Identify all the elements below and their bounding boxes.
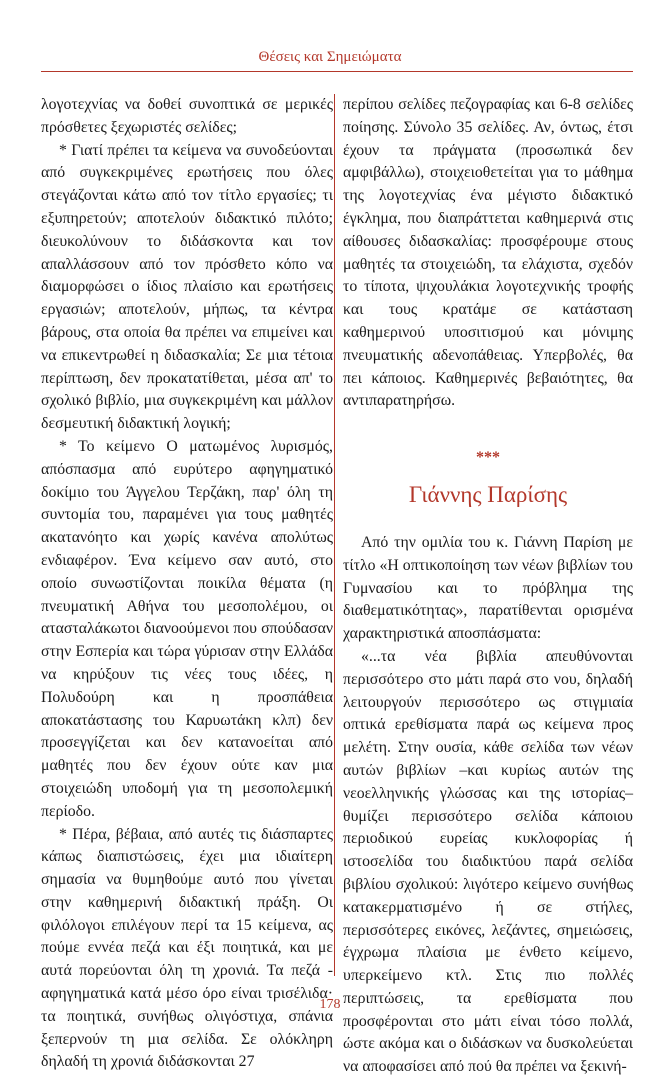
left-paragraph-1: λογοτεχνίας να δοθεί συνοπτικά σε μερικές πρόσθετες ξεχωριστές σελίδες; [41,96,333,136]
left-paragraph-2: * Γιατί πρέπει τα κείμενα να συνοδεύονται από συγκεκριμένες ερωτήσεις που όλες στεγάζονται κάτω από τον τίτλο εργασίες; τι εξυπηρετούν; αποτελούν διδακτικό πιλότο; διευκολύνουν το διδάσκοντα και τον απαλλάσσουν από τον πρόσθετο κόπο να διαμορφώσει ο ίδιος πλαίσιο και ερωτήσεις εργασιών; αποτελούν, μήπως, τα κέντρα βάρους, στα οποία θα πρέπει να επιμείνει και να επικεντρωθεί η διδασκαλία; Σε μια τέτοια περίπτωση, δεν προκατατίθεται, μέσα απ' το σχολικό βιβλίο, μια συγκεκριμένη και μάλλον δεσμευτική διδακτική λογική; [41,141,333,433]
section-quote: «...τα νέα βιβλία απευθύνονται περισσότερο στο μάτι παρά στο νου, δηλαδή λειτουργούν περισσότερο ως στιγμιαία οπτικά ερεθίσματα παρά ως κείμενα προς μελέτη. Στην ουσία, κάθε σελίδα των νέων αυτών βιβλίων –και κυρίως αυτών της νεοελληνικής γλώσσας και της ιστορίας– θυμίζει περισσότερο σελίδα κάποιου περιοδικού ευρείας κυκλοφορίας ή ιστοσελίδα του διαδικτύου παρά σελίδα βιβλίου σχολικού: λιγότερο κείμενο συνήθως κατακερματισμένο ή σε στήλες, περισσότερες εικόνες, λεζάντες, σημειώσεις, έγχρωμα πλαίσια με ένθετο κείμενο, υπερκείμενο κτλ. Στις πιο πολλές περιπτώσεις, τα ερεθίσματα που προσφέρονται στο μάτι είναι τόσο πολλά, ώστε ακόμα και ο διδάσκων να δυσκολεύεται να αποφασίσει από πού θα πρέπει να ξεκινή- [343,647,633,1076]
right-column [343,94,633,1079]
column-divider [334,94,335,976]
section-intro: Από την ομιλία του κ. Γιάννη Παρίση με τίτλο «Η οπτικοποίηση των νέων βιβλίων του Γυμνασίου και το πρόβλημα της διαθεματικότητας», παρατίθενται ορισμένα χαρακτηριστικά αποσπάσματα: [343,533,633,643]
left-paragraph-4: * Πέρα, βέβαια, από αυτές τις διάσπαρτες κάπως διαπιστώσεις, έχει μια ιδιαίτερη σημασία να θυμηθούμε αυτό που γίνεται στην καθημερινή διδακτική πράξη. Οι φιλόλογοι επιλέγουν περί τα 15 κείμενα, ας πούμε εννέα πεζά και έξι ποιητικά, και με αυτά πορεύονται όλη τη χρονιά. Τα πεζά - αφηγηματικά κατά μέσο όρο είναι τρισέλιδα· τα ποιητικά, συνήθως ολιγόστιχα, σπάνια ξεπερνούν τη μια σελίδα. Σε ολόκληρη δηλαδή τη χρονιά διδάσκονται 27 [41,825,333,1071]
section-separator: *** [476,449,500,467]
left-column [41,94,333,1074]
page-number: 178 [319,997,341,1012]
header-rule [41,71,633,72]
left-paragraph-3: * Το κείμενο Ο ματωμένος λυρισμός, απόσπασμα από ευρύτερο αφηγηματικό δοκίμιο του Άγγελου Τερζάκη, παρ' όλη τη συντομία του, παραμένει για τους μαθητές ακατανόητο και χωρίς κανένα απολύτως ενδιαφέρον. Ένα κείμενο σαν αυτό, στο οποίο συνωστίζονται ποικίλα θέματα (η πνευματική Αθήνα του μεσοπολέμου, οι ατασταλάκωτοι διανοούμενοι που σπούδασαν στην Εσπερία και τώρα γύρισαν στην Ελλάδα να κηρύξουν τις νέες τους ιδέες, η Πολυδούρη και η προσπάθεια αποκατάστασης του Καρυωτάκη κλπ) δεν προσεγγίζεται και δεν κατανοείται από μαθητές που δεν έχουν ούτε καν μια στοιχειώδη υποδομή για τη μεσοπολεμική περίοδο. [41,437,333,820]
section-title: Γιάννης Παρίσης [408,481,568,507]
running-head-title: Θέσεις και Σημειώματα [258,49,402,65]
right-continuation-paragraph: περίπου σελίδες πεζογραφίας και 6-8 σελίδες ποίησης. Σύνολο 35 σελίδες. Αν, όντως, έτσι έχουν τα πράγματα (προσωπικά δεν αμφιβάλλω), στοιχειοθετείται για το μάθημα της λογοτεχνίας ένα μέγιστο διδακτικό έγκλημα, που διαπράττεται καθημερινά στις αίθουσες διδασκαλίας: προσφέρουμε στους μαθητές τα στοιχειώδη, τα ελάχιστα, σχεδόν το τίποτα, ψιχουλάκια λογοτεχνικής τροφής και τους κρατάμε σε κατάσταση καθημερινού υποσιτισμού και μόνιμης πνευματικής αδενοπάθειας. Υπερβολές, θα πει κάποιος. Καθημερινές βεβαιότητες, θα αντιπαρατηρήσω. [343,96,633,410]
